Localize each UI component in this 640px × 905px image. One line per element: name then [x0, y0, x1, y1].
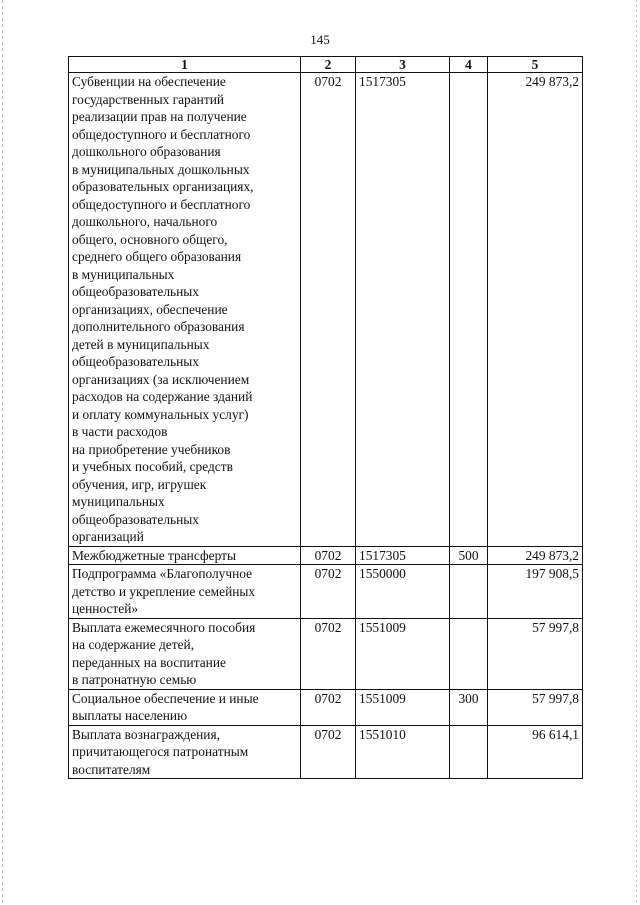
- row-name-line: общеобразовательных: [72, 354, 200, 369]
- row-name-line: муниципальных: [72, 494, 165, 509]
- row-amount-cell: 249 873,2: [488, 73, 583, 547]
- row-name-line: дошкольного, начального: [72, 214, 218, 229]
- table-row: [69, 546, 583, 565]
- table-row: [69, 73, 583, 547]
- row-name-line: и учебных пособий, средств: [72, 459, 233, 474]
- row-name-line: Выплата вознаграждения,: [72, 726, 220, 742]
- row-name-line: реализации прав на получение: [72, 109, 247, 124]
- row-name-line: причитающегося патронатным: [72, 744, 249, 759]
- row-name-line: государственных гарантий: [72, 91, 225, 107]
- row-name-line: выплаты населению: [72, 708, 188, 723]
- row-name-line: организаций: [72, 529, 144, 544]
- row-expense-type-cell: 500: [450, 546, 488, 565]
- row-name-line: общеобразовательных: [72, 284, 200, 299]
- table-row: [69, 565, 583, 619]
- row-section-cell: 0702: [301, 565, 356, 619]
- row-name-line: и оплату коммунальных услуг): [72, 406, 249, 422]
- row-section-cell: 0702: [301, 618, 356, 689]
- row-amount-cell: 96 614,1: [488, 725, 583, 779]
- row-section-cell: 0702: [301, 73, 356, 547]
- row-name-cell: [69, 565, 301, 619]
- header-col-1: 1: [69, 57, 301, 73]
- row-name-cell: [69, 689, 301, 725]
- row-name-line: на содержание детей,: [72, 637, 195, 652]
- table-body: [69, 73, 583, 779]
- row-target-code-cell: 1550000: [356, 565, 450, 619]
- row-name-line: дополнительного образования: [72, 319, 245, 334]
- row-section-cell: 0702: [301, 689, 356, 725]
- row-section-cell: 0702: [301, 546, 356, 565]
- row-name-cell: [69, 725, 301, 779]
- row-target-code-cell: 1551009: [356, 618, 450, 689]
- row-name-line: Социальное обеспечение и иные: [72, 690, 259, 706]
- row-amount-cell: 57 997,8: [488, 689, 583, 725]
- row-target-code-cell: 1517305: [356, 546, 450, 565]
- row-name-line: организациях (за исключением: [72, 371, 250, 387]
- scan-edge-right: [636, 0, 637, 905]
- table-row: [69, 725, 583, 779]
- row-amount-cell: 57 997,8: [488, 618, 583, 689]
- row-name-line: в части расходов: [72, 424, 168, 439]
- row-name-cell: [69, 618, 301, 689]
- scan-edge-left: [2, 0, 3, 905]
- row-name-line: образовательных организациях,: [72, 179, 254, 194]
- row-name-line: расходов на содержание зданий: [72, 389, 253, 404]
- row-name-line: Межбюджетные трансферты: [72, 547, 236, 563]
- row-expense-type-cell: [450, 618, 488, 689]
- row-name-line: ценностей»: [72, 601, 139, 616]
- header-col-4: 4: [450, 57, 488, 73]
- budget-table: [68, 56, 583, 779]
- row-name-line: общего, основного общего,: [72, 231, 228, 247]
- row-expense-type-cell: [450, 565, 488, 619]
- row-name-line: общеобразовательных: [72, 511, 200, 527]
- row-amount-cell: 197 908,5: [488, 565, 583, 619]
- page-number: 145: [310, 32, 330, 47]
- row-name-line: общедоступного и бесплатного: [72, 126, 251, 142]
- row-expense-type-cell: 300: [450, 689, 488, 725]
- row-name-line: в муниципальных дошкольных: [72, 161, 250, 177]
- row-name-line: организациях, обеспечение: [72, 301, 228, 317]
- row-name-line: дошкольного образования: [72, 144, 221, 159]
- table-row: [69, 689, 583, 725]
- row-name-cell: [69, 546, 301, 565]
- row-name-line: Выплата ежемесячного пособия: [72, 619, 256, 635]
- row-name-line: детство и укрепление семейных: [72, 583, 256, 599]
- row-target-code-cell: 1551010: [356, 725, 450, 779]
- row-name-cell: [69, 73, 301, 547]
- row-name-line: общедоступного и бесплатного: [72, 196, 251, 212]
- row-expense-type-cell: [450, 725, 488, 779]
- row-name-line: переданных на воспитание: [72, 654, 226, 670]
- row-expense-type-cell: [450, 73, 488, 547]
- row-section-cell: 0702: [301, 725, 356, 779]
- row-target-code-cell: 1517305: [356, 73, 450, 547]
- row-target-code-cell: 1551009: [356, 689, 450, 725]
- row-name-line: обучения, игр, игрушек: [72, 476, 207, 492]
- row-amount-cell: 249 873,2: [488, 546, 583, 565]
- header-col-5: 5: [488, 57, 583, 73]
- table-header-row: [69, 57, 583, 73]
- header-col-2: 2: [301, 57, 356, 73]
- row-name-line: в муниципальных: [72, 266, 175, 282]
- row-name-line: Субвенции на обеспечение: [72, 74, 226, 89]
- header-col-3: 3: [356, 57, 450, 73]
- row-name-line: Подпрограмма «Благополучное: [72, 566, 253, 581]
- row-name-line: на приобретение учебников: [72, 441, 231, 457]
- row-name-line: в патронатную семью: [72, 672, 197, 687]
- table-row: [69, 618, 583, 689]
- row-name-line: среднего общего образования: [72, 249, 242, 264]
- row-name-line: детей в муниципальных: [72, 336, 210, 352]
- row-name-line: воспитателям: [72, 761, 151, 777]
